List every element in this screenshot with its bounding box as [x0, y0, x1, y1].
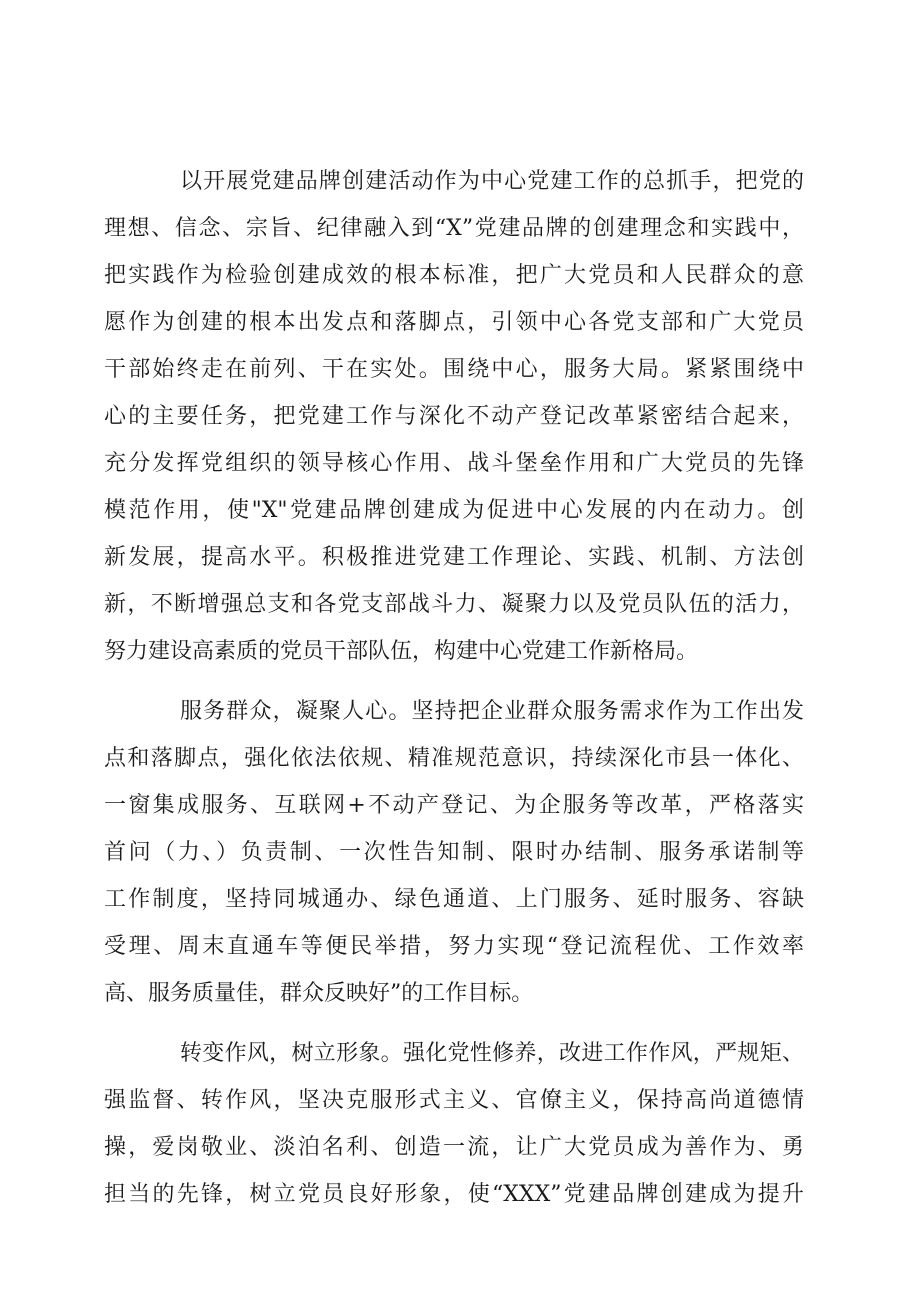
text-line: 心的主要任务，把党建工作与深化不动产登记改革紧密结合起来， — [104, 404, 804, 429]
text-line: 服务群众，凝聚人心。坚持把企业群众服务需求作为工作出发 — [180, 699, 804, 724]
paragraph-serve-public — [104, 688, 804, 1017]
text-line: 操，爱岗敬业、淡泊名利、创造一流，让广大党员成为善作为、勇 — [104, 1135, 804, 1160]
text-line: 强监督、转作风，坚决克服形式主义、官僚主义，保持高尚道德情 — [104, 1088, 804, 1113]
document-body — [104, 158, 804, 1218]
text-line: 高、服务质量佳，群众反映好”的工作目标。 — [104, 981, 534, 1006]
text-line: 新，不断增强总支和各党支部战斗力、凝聚力以及党员队伍的活力， — [104, 592, 804, 617]
text-line: 担当的先锋，树立党员良好形象，使“XXX”党建品牌创建成为提升 — [104, 1182, 804, 1207]
text-line: 以开展党建品牌创建活动作为中心党建工作的总抓手，把党的 — [180, 169, 804, 194]
text-line: 理想、信念、宗旨、纪律融入到“X”党建品牌的创建理念和实践中， — [104, 216, 804, 241]
text-line: 新发展，提高水平。积极推进党建工作理论、实践、机制、方法创 — [104, 545, 804, 570]
text-line: 首问（力、）负责制、一次性告知制、限时办结制、服务承诺制等 — [104, 840, 804, 865]
text-line: 转变作风，树立形象。强化党性修养，改进工作作风，严规矩、 — [180, 1041, 804, 1066]
text-line: 愿作为创建的根本出发点和落脚点，引领中心各党支部和广大党员 — [104, 310, 804, 335]
text-line: 努力建设高素质的党员干部队伍，构建中心党建工作新格局。 — [104, 639, 699, 664]
paragraph-party-brand — [104, 158, 804, 675]
text-line: 把实践作为检验创建成效的根本标准，把广大党员和人民群众的意 — [104, 263, 804, 288]
text-line: 受理、周末直通车等便民举措，努力实现“登记流程优、工作效率 — [104, 934, 804, 959]
text-line: 一窗集成服务、互联网+不动产登记、为企服务等改革，严格落实 — [104, 793, 804, 818]
text-line: 干部始终走在前列、干在实处。围绕中心，服务大局。紧紧围绕中 — [104, 357, 804, 382]
text-line: 工作制度，坚持同城通办、绿色通道、上门服务、延时服务、容缺 — [104, 887, 804, 912]
text-line: 充分发挥党组织的领导核心作用、战斗堡垒作用和广大党员的先锋 — [104, 451, 804, 476]
text-line: 模范作用，使"X"党建品牌创建成为促进中心发展的内在动力。创 — [104, 498, 804, 523]
text-line: 点和落脚点，强化依法依规、精准规范意识，持续深化市县一体化、 — [104, 746, 804, 771]
paragraph-change-style — [104, 1030, 804, 1218]
